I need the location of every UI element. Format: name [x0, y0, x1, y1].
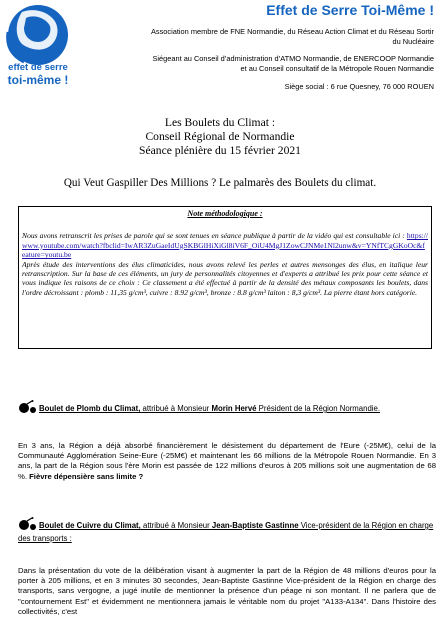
boulet-icon — [18, 400, 38, 417]
association-logo — [2, 2, 74, 94]
org-line-3: Siégeant au Conseil d’administration d’ATMO Normandie, de ENERCOOP Normandie — [152, 54, 434, 63]
logo-text-3: toi-même ! — [7, 73, 69, 87]
title-line-1: Les Boulets du Climat : — [164, 116, 276, 129]
title-line-3: Séance plénière du 15 février 2021 — [139, 144, 301, 157]
headline: Qui Veut Gaspiller Des Millions ? Le palmarès des Boulets du climat. — [63, 177, 377, 189]
award-copper: Boulet de Cuivre du Climat, attribué à Monsieur Jean-Baptiste Gastinne Vice-président de la Région en charge des transports : — [18, 517, 436, 544]
award-lead: Boulet de Plomb du Climat, attribué à Monsieur Morin Hervé Président de la Région Normandie. — [18, 400, 436, 417]
org-line-1: Association membre de FNE Normandie, du Réseau Action Climat et du Réseau Sortir — [150, 27, 434, 36]
methodology-intro: Nous avons retranscrit les prises de parole qui se sont tenues en séance publique à partir de la vidéo qui est consultable ici : — [22, 231, 407, 241]
award-lead-person: Morin Hervé — [211, 404, 257, 413]
award-lead-title: Boulet de Plomb du Climat, — [39, 404, 141, 413]
award-lead-role: Président de la Région Normandie. — [256, 404, 381, 413]
award-copper-person: Jean-Baptiste Gastinne — [211, 521, 299, 530]
award-copper-text: Dans la présentation du vote de la délibération visant à augmenter la part de la Région de 48 millions d'euros pour la porter à 205 millions, et en 3 minutes 30 secondes, Jean-Baptiste Gastinne Vice-président de la Région en charge des transports, sans vergogne, a jugé inutile de mentionner la présence d'un péage ni son montant. Il ne parlera que de "contournement Est" et évidemment ne mentionnera jamais le véritable nom du projet "A133-A134". Dans l'histoire des collectivités, c'est — [18, 566, 436, 616]
boulet-icon — [18, 517, 38, 534]
methodology-title: Note méthodologique : — [187, 209, 263, 218]
award-copper-title: Boulet de Cuivre du Climat, — [39, 521, 141, 530]
org-line-5: Siège social : 6 rue Quesney, 76 000 ROUEN — [284, 82, 434, 91]
org-line-4: et au Conseil consultatif de la Métropole Rouen Normandie — [240, 64, 434, 73]
title-line-2: Conseil Régional de Normandie — [145, 130, 295, 143]
youtube-link[interactable]: https://www.youtube.com/watch?fbclid=IwAR3ZuGaeIdUgSKBGlHiXiGl8iV6F_OiU4MgJ1ZowCJNMe1Nl2unw&v=YNfTCgGKoOc&feature=youtu.be — [22, 231, 428, 260]
logo-text-1: association — [25, 53, 51, 59]
org-line-2: du Nucléaire — [392, 37, 434, 46]
award-lead-text: En 3 ans, la Région a déjà absorbé financièrement le désistement du département de l'Eure (-25M€), celui de la Communauté Agglomération Seine-Eure (-25M€) et maintenant les 66 millions de la Métropole Rouen Normandie. En 3 ans, la part de la Région sous l'ère Morin est passée de 122 millions d'euros à 205 millions soit une augmentation de 68 %. Fièvre dépensière sans limite ? — [18, 441, 436, 481]
logo-text-2: effet de serre — [8, 62, 68, 73]
award-copper-role: Vice-président de la Région en charge des transports : — [18, 521, 434, 543]
methodology-box — [18, 206, 432, 349]
methodology-body: Après étude des interventions des élus climaticides, nous avons relevé les perles et autres mensonges des élus, en italique leur retranscription. Sur la base de ces éléments, un jury de personnalités citoyennes et d'experts a attribué les prix pour cette séance et vous indique les raisons de ce choix : Ce classement a été effectué à partir de la densité des métaux composants les boulets, dans l'ordre décroissant : plomb : 11,35 g/cm³, cuivre : 8.92 g/cm³, bronze : 8.8 g/cm³ laiton : 8,3 g/cm³. La pierre étant hors catégorie. — [22, 259, 428, 297]
org-title: Effet de Serre Toi-Même ! — [266, 2, 434, 18]
